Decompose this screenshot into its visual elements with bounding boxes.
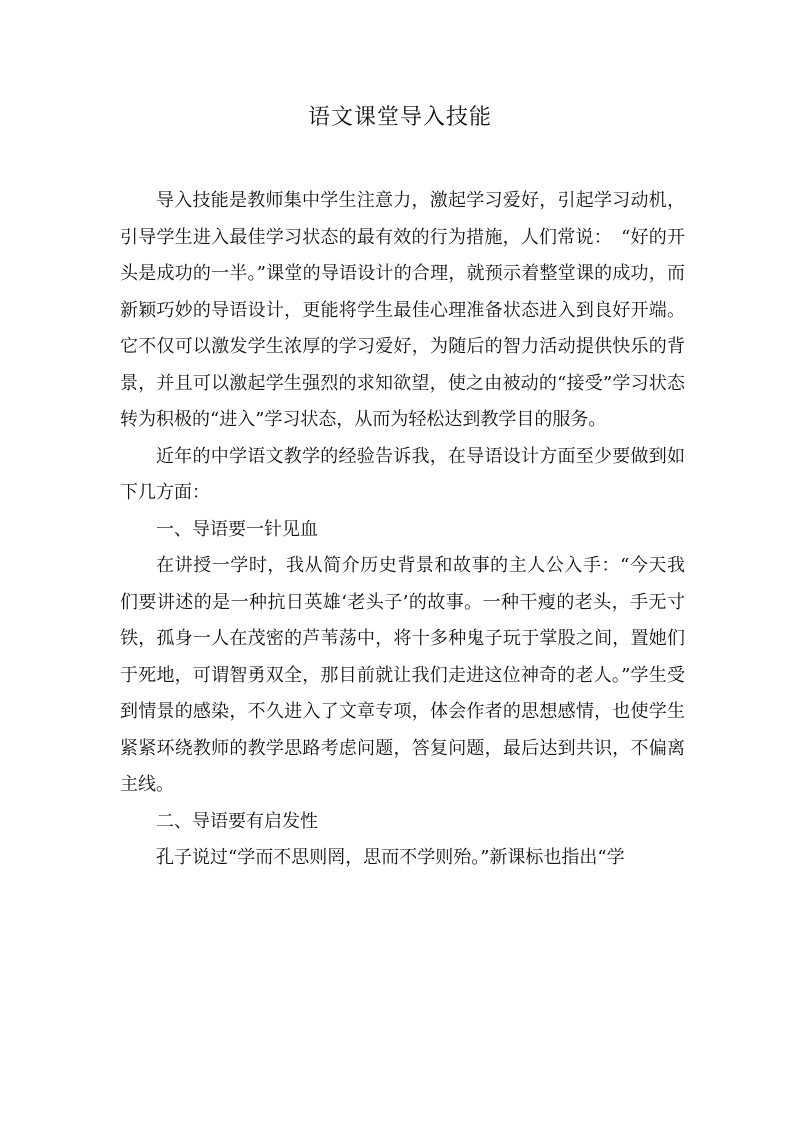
paragraph-intro: 导入技能是教师集中学生注意力，激起学习爱好，引起学习动机，引导学生进入最佳学习状态的最有效的行为措施，人们常说： “好的开头是成功的一半。”课堂的导语设计的合理，就预示着整堂课的成功，而新颖巧妙的导语设计，更能将学生最佳心理准备状态进入到良好开端。它不仅可以激发学生浓厚的学习爱好，为随后的智力活动提供快乐的背景，并且可以激起学生强烈的求知欲望，使之由被动的“接受”学习状态转为积极的“进入”学习状态，从而为轻松达到教学目的服务。: [120, 190, 685, 430]
document-title: 语文课堂导入技能: [307, 105, 492, 130]
paragraph-confucius: 孔子说过“学而不思则罔，思而不学则殆。”新课标也指出“学: [156, 847, 625, 868]
paragraph-example: 在讲授一学时，我从简介历史背景和故事的主人公入手：“今天我们要讲述的是一种抗日英雄‘老头子’的故事。一种干瘦的老头，手无寸铁，孤身一人在茂密的芦苇荡中，将十多种鬼子玩于掌股之间，置她们于死地，可谓智勇双全，那目前就让我们走进这位神奇的老人。”学生受到情景的感染，不久进入了文章专项，体会作者的思想感情，也使学生紧紧环绕教师的教学思路考虑问题，答复问题，最后达到共识，不偏离主线。: [120, 555, 685, 795]
paragraph-experience: 近年的中学语文教学的经验告诉我，在导语设计方面至少要做到如下几方面：: [120, 445, 685, 503]
section-heading-1: 一、导语要一针见血: [156, 518, 318, 540]
document-body: [120, 183, 685, 877]
section-heading-2: 二、导语要有启发性: [156, 810, 318, 832]
